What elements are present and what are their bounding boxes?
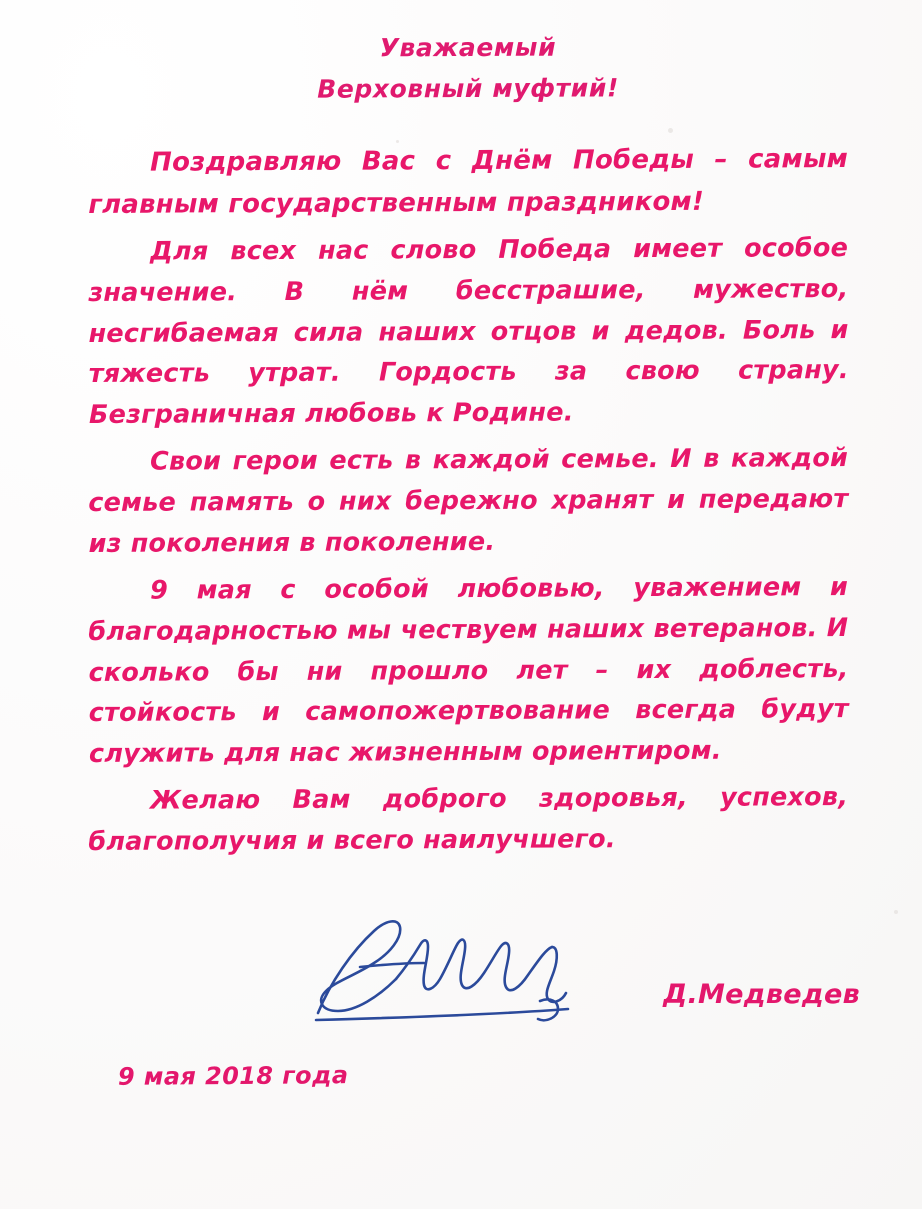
scan-speck <box>894 910 898 914</box>
letter-body <box>88 28 848 868</box>
paragraph: Для всех нас слово Победа имеет особое значение. В нём бесстрашие, мужество, несгибаемая сила наших отцов и дедов. Боль и тяжесть утрат. Гордость за свою страну. Безграничная любовь к Родине. <box>88 233 849 431</box>
salutation-line-1: Уважаемый <box>379 32 557 63</box>
handwritten-signature-icon <box>300 905 700 1040</box>
letter-date: 9 мая 2018 года <box>117 1061 349 1091</box>
paragraph: Свои герои есть в каждой семье. И в каждой семье память о них бережно хранят и передают из поколения в поколение. <box>88 443 849 559</box>
salutation <box>88 26 848 110</box>
signature-block <box>300 905 860 1040</box>
salutation-line-2: Верховный муфтий! <box>317 72 620 104</box>
paragraph: Желаю Вам доброго здоровья, успехов, благополучия и всего наилучшего. <box>88 781 849 857</box>
paragraph: Поздравляю Вас с Днём Победы – самым главным государственным праздником! <box>88 144 849 220</box>
paragraph: 9 мая с особой любовью, уважением и благодарностью мы чествуем наших ветеранов. И сколько бы ни прошло лет – их доблесть, стойкость и самопожертвование всегда будут служить для нас жизненным ориентиром. <box>88 571 849 769</box>
signer-name: Д.Медведев <box>663 979 860 1010</box>
letter-paragraphs <box>88 143 848 862</box>
